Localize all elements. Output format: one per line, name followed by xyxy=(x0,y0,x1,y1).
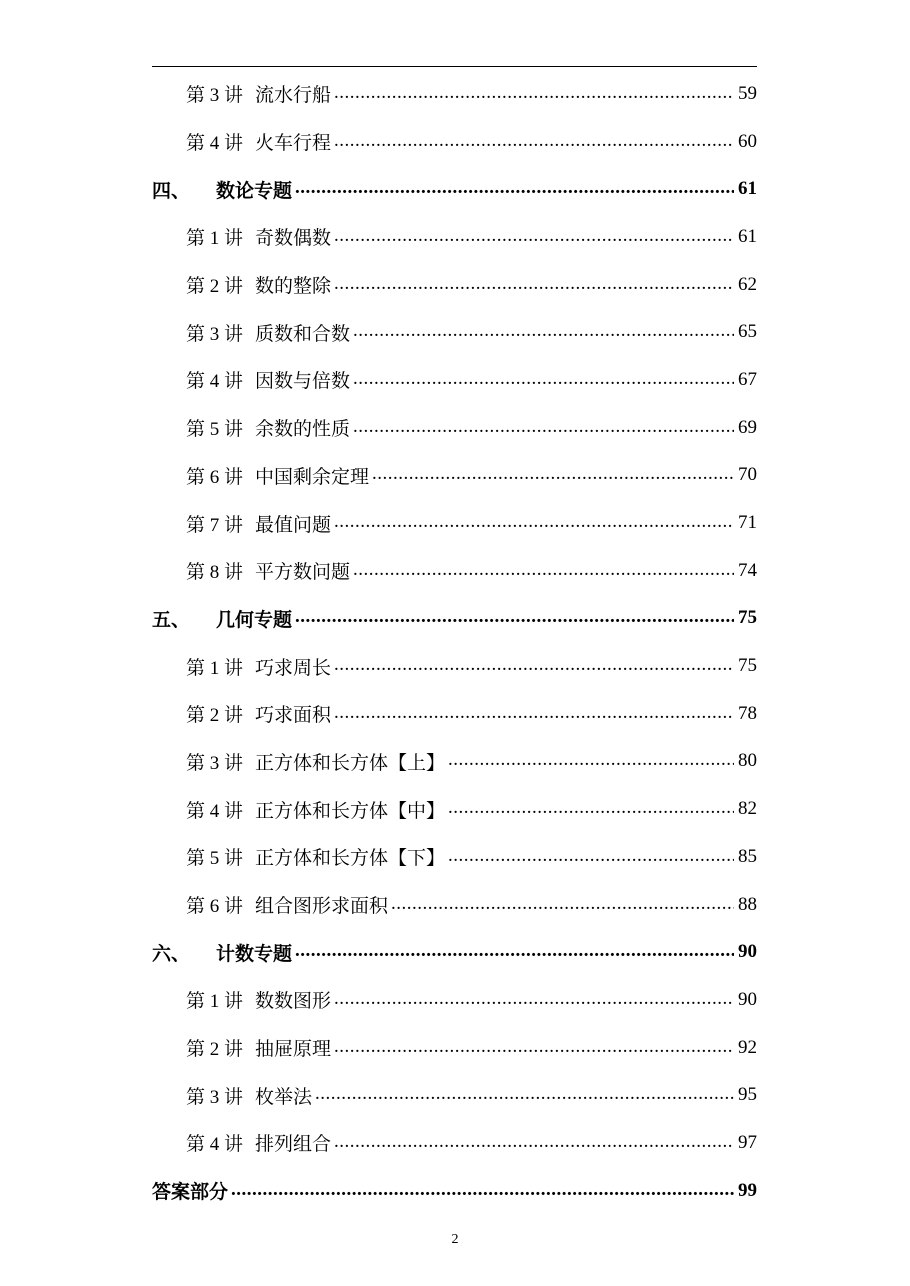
toc-entry-title: 因数与倍数 xyxy=(255,371,351,393)
toc-entry-title: 数的整除 xyxy=(255,276,332,298)
toc-page-number: 80 xyxy=(738,750,757,772)
dot-leader xyxy=(334,511,734,533)
dot-leader xyxy=(231,1179,734,1201)
toc-page-number: 67 xyxy=(738,368,757,390)
toc-entry-number: 第 2 讲 xyxy=(186,705,244,727)
toc-entry-number: 第 1 讲 xyxy=(186,657,244,679)
toc-lesson-row[interactable] xyxy=(152,738,757,786)
toc-entry-title: 余数的性质 xyxy=(255,419,351,441)
toc-chapter-row[interactable] xyxy=(152,595,757,643)
toc-entry-number: 第 2 讲 xyxy=(186,1039,244,1061)
toc-entry-number: 第 4 讲 xyxy=(186,800,244,822)
toc-entry-number: 第 6 讲 xyxy=(186,896,244,918)
toc-entry-title: 枚举法 xyxy=(255,1086,313,1108)
dot-leader xyxy=(448,797,734,819)
toc-entry-number: 第 4 讲 xyxy=(186,133,244,155)
toc-entry-title: 答案部分 xyxy=(152,1182,229,1204)
toc-page-number: 71 xyxy=(738,512,757,534)
toc-lesson-row[interactable] xyxy=(152,833,757,881)
toc-entry-number: 第 5 讲 xyxy=(186,848,244,870)
toc-entry-title: 中国剩余定理 xyxy=(255,466,370,488)
dot-leader xyxy=(334,1036,734,1058)
toc-page-number: 70 xyxy=(738,464,757,486)
toc-entry-title: 计数专题 xyxy=(216,943,293,965)
toc-entry-title: 巧求面积 xyxy=(255,705,332,727)
toc-entry-title: 数数图形 xyxy=(255,991,332,1013)
toc-lesson-row[interactable] xyxy=(152,976,757,1024)
toc-entry-title: 正方体和长方体【中】 xyxy=(255,800,446,822)
dot-leader xyxy=(315,1083,734,1105)
dot-leader xyxy=(334,82,734,104)
dot-leader xyxy=(334,988,734,1010)
dot-leader xyxy=(334,1131,734,1153)
dot-leader xyxy=(295,177,734,199)
toc-page-number: 85 xyxy=(738,845,757,867)
toc-chapter-row[interactable] xyxy=(152,928,757,976)
toc-lesson-row[interactable] xyxy=(152,785,757,833)
toc-entry-number: 四、 xyxy=(152,180,191,202)
dot-leader xyxy=(295,940,734,962)
toc-entry-title: 奇数偶数 xyxy=(255,228,332,250)
dot-leader xyxy=(353,559,734,581)
toc-page-number: 61 xyxy=(738,225,757,247)
toc-entry-title: 排列组合 xyxy=(255,1134,332,1156)
toc-lesson-row[interactable] xyxy=(152,547,757,595)
toc-page-number: 90 xyxy=(738,988,757,1010)
toc-entry-title: 最值问题 xyxy=(255,514,332,536)
toc-lesson-row[interactable] xyxy=(152,881,757,929)
dot-leader xyxy=(334,654,734,676)
toc-entry-title: 正方体和长方体【下】 xyxy=(255,848,446,870)
dot-leader xyxy=(448,749,734,771)
toc-entry-number: 第 3 讲 xyxy=(186,1086,244,1108)
toc-lesson-row[interactable] xyxy=(152,404,757,452)
toc-lesson-row[interactable] xyxy=(152,1119,757,1167)
toc-page-number: 99 xyxy=(738,1179,757,1201)
dot-leader xyxy=(391,893,734,915)
toc-lesson-row[interactable] xyxy=(152,118,757,166)
toc-entry-title: 火车行程 xyxy=(255,133,332,155)
toc-entry-title: 几何专题 xyxy=(216,609,293,631)
toc-entry-number: 第 1 讲 xyxy=(186,228,244,250)
toc-entry-number: 第 4 讲 xyxy=(186,371,244,393)
toc-page-number: 69 xyxy=(738,416,757,438)
toc-entry-title: 平方数问题 xyxy=(255,562,351,584)
toc-entry-title: 正方体和长方体【上】 xyxy=(255,752,446,774)
toc-page-number: 65 xyxy=(738,321,757,343)
toc-page-number: 74 xyxy=(738,559,757,581)
dot-leader xyxy=(334,702,734,724)
toc-lesson-row[interactable] xyxy=(152,499,757,547)
toc-entry-number: 六、 xyxy=(152,943,191,965)
toc-lesson-row[interactable] xyxy=(152,1071,757,1119)
toc-entry-number: 第 2 讲 xyxy=(186,276,244,298)
toc-lesson-row[interactable] xyxy=(152,70,757,118)
toc-entry-title: 流水行船 xyxy=(255,85,332,107)
dot-leader xyxy=(353,368,734,390)
dot-leader xyxy=(353,320,734,342)
toc-page-number: 97 xyxy=(738,1131,757,1153)
toc-entry-number: 第 8 讲 xyxy=(186,562,244,584)
dot-leader xyxy=(334,273,734,295)
toc-entry-number: 第 3 讲 xyxy=(186,85,244,107)
toc-lesson-row[interactable] xyxy=(152,213,757,261)
dot-leader xyxy=(295,606,734,628)
table-of-contents xyxy=(152,70,757,1215)
toc-page-number: 75 xyxy=(738,655,757,677)
toc-lesson-row[interactable] xyxy=(152,690,757,738)
toc-entry-title: 组合图形求面积 xyxy=(255,896,389,918)
toc-entry-number: 五、 xyxy=(152,609,191,631)
dot-leader xyxy=(334,225,734,247)
toc-page-number: 78 xyxy=(738,702,757,724)
dot-leader xyxy=(334,130,734,152)
dot-leader xyxy=(353,416,734,438)
header-rule xyxy=(152,66,757,67)
toc-page-number: 60 xyxy=(738,130,757,152)
toc-entry-number: 第 3 讲 xyxy=(186,752,244,774)
dot-leader xyxy=(372,463,734,485)
toc-entry-title: 质数和合数 xyxy=(255,323,351,345)
dot-leader xyxy=(448,845,734,867)
toc-lesson-row[interactable] xyxy=(152,1024,757,1072)
toc-page-number: 90 xyxy=(738,941,757,963)
toc-entry-number: 第 4 讲 xyxy=(186,1134,244,1156)
page-number: 2 xyxy=(451,1232,459,1247)
toc-page-number: 61 xyxy=(738,178,757,200)
toc-entry-title: 巧求周长 xyxy=(255,657,332,679)
toc-entry-number: 第 1 讲 xyxy=(186,991,244,1013)
toc-entry-number: 第 5 讲 xyxy=(186,419,244,441)
toc-lesson-row[interactable] xyxy=(152,356,757,404)
toc-entry-number: 第 3 讲 xyxy=(186,323,244,345)
toc-page-number: 92 xyxy=(738,1036,757,1058)
toc-chapter-row[interactable] xyxy=(152,1167,757,1215)
toc-lesson-row[interactable] xyxy=(152,642,757,690)
toc-lesson-row[interactable] xyxy=(152,308,757,356)
toc-page-number: 59 xyxy=(738,82,757,104)
toc-entry-title: 数论专题 xyxy=(216,180,293,202)
toc-entry-number: 第 6 讲 xyxy=(186,466,244,488)
toc-page-number: 75 xyxy=(738,607,757,629)
toc-page-number: 95 xyxy=(738,1084,757,1106)
toc-lesson-row[interactable] xyxy=(152,261,757,309)
toc-lesson-row[interactable] xyxy=(152,452,757,500)
toc-entry-title: 抽屉原理 xyxy=(255,1039,332,1061)
toc-chapter-row[interactable] xyxy=(152,165,757,213)
toc-entry-number: 第 7 讲 xyxy=(186,514,244,536)
toc-page-number: 88 xyxy=(738,893,757,915)
toc-page-number: 82 xyxy=(738,798,757,820)
toc-page-number: 62 xyxy=(738,273,757,295)
